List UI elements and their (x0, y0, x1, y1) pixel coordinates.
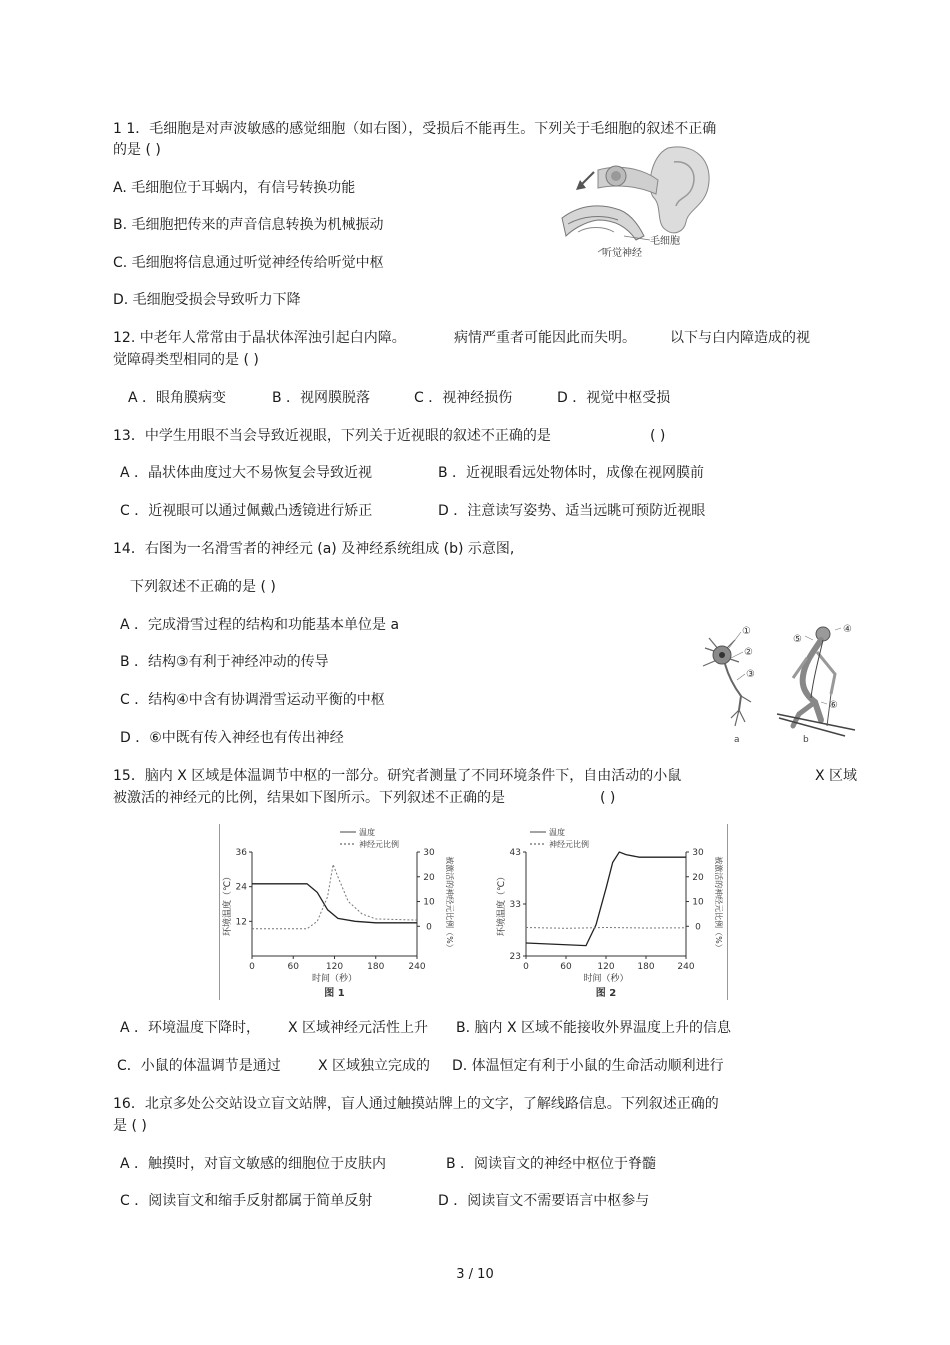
label-3: ③ (746, 669, 755, 680)
chart1-x-tick-label: 120 (325, 962, 344, 972)
label-2: ② (744, 647, 753, 658)
chart1-legend-label: 神经元比例 (359, 840, 399, 849)
q12-option-a: A ．眼角膜病变 (128, 390, 227, 406)
skier-diagram (777, 624, 855, 745)
q14-option-b: B ．结构③有利于神经冲动的传导 (120, 654, 329, 670)
chart1-x-tick-label: 180 (367, 962, 385, 972)
q12-option-b: B ．视网膜脱落 (272, 390, 371, 406)
label-1: ① (742, 626, 751, 637)
chart2-x-tick-label: 180 (637, 962, 655, 972)
q15-stem-line1-end: X 区域 (815, 768, 858, 784)
chart1-series-temperature (252, 884, 417, 923)
q16-option-b: B ．阅读盲文的神经中枢位于脊髓 (446, 1156, 657, 1172)
q15-option-b: B. 脑内 X 区域不能接收外界温度上升的信息 (456, 1020, 731, 1036)
q13-stem: 13．中学生用眼不当会导致近视眼，下列关于近视眼的叙述不正确的是 (113, 428, 551, 444)
label-5: ⑤ (793, 634, 802, 645)
chart1-y-tick-label: 36 (235, 848, 247, 858)
q12-stem-line2: 觉障碍类型相同的是 ( ) (113, 352, 259, 368)
q14-option-a: A ．完成滑雪过程的结构和功能基本单位是 a (120, 617, 400, 633)
chart2-title: 图 2 (595, 988, 617, 999)
q15-option-a-cont: X 区域神经元活性上升 (288, 1020, 429, 1036)
chart1-y-tick-label: 24 (235, 882, 247, 893)
q13-option-a: A ．晶状体曲度过大不易恢复会导致近视 (120, 465, 373, 481)
q12-stem-part1: 12. 中老年人常常由于晶状体浑浊引起白内障。 (113, 330, 406, 346)
q15-stem-line1: 15．脑内 X 区域是体温调节中枢的一部分。研究者测量了不同环境条件下，自由活动的小鼠 (113, 768, 682, 784)
q12-stem-part3: 以下与白内障造成的视 (670, 330, 810, 346)
q16-option-d: D ．阅读盲文不需要语言中枢参与 (438, 1193, 650, 1209)
q16-option-c: C ．阅读盲文和缩手反射都属于简单反射 (120, 1193, 373, 1209)
chart2-y2-tick-label: 30 (692, 848, 704, 858)
fig-label-hair-cell: 毛细胞 (650, 236, 680, 247)
chart1-y2-axis-label: 被激活的神经元比例（%） (445, 856, 454, 952)
chart2-x-tick-label: 60 (560, 962, 572, 972)
caption-a: a (734, 735, 740, 745)
q15-paren: ( ) (600, 790, 616, 806)
ear-hair-cell-figure (558, 140, 718, 262)
q15-option-c-cont: X 区域独立完成的 (318, 1058, 431, 1074)
chart1-legend-label: 温度 (359, 828, 375, 837)
q16-stem-line1: 16．北京多处公交站设立盲文站牌，盲人通过触摸站牌上的文字，了解线路信息。下列叙述正确的 (113, 1096, 719, 1112)
chart2-x-tick-label: 120 (597, 962, 615, 972)
chart2-series-temperature (526, 852, 686, 946)
chart1-title: 图 1 (324, 988, 345, 999)
label-6: ⑥ (829, 700, 838, 711)
caption-b: b (803, 735, 809, 745)
chart2-series-neuron-ratio (526, 928, 686, 929)
chart1-y2-tick-label: 20 (423, 872, 435, 883)
chart1-series-neuron-ratio (252, 864, 417, 928)
q14-stem-line1: 14．右图为一名滑雪者的神经元 (a) 及神经系统组成 (b) 示意图, (113, 541, 515, 557)
q16-stem-line2: 是 ( ) (113, 1118, 147, 1134)
q15-option-d: D. 体温恒定有利于小鼠的生命活动顺利进行 (452, 1058, 724, 1074)
q11-stem-line2: 的是 ( ) (113, 142, 161, 158)
chart1-y-axis-label: 环境温度（℃） (223, 871, 233, 937)
chart1-x-tick-label: 0 (249, 962, 255, 972)
q13-option-c: C ．近视眼可以通过佩戴凸透镜进行矫正 (120, 503, 373, 519)
chart1-x-tick-label: 240 (408, 962, 426, 972)
q11-option-d: D. 毛细胞受损会导致听力下降 (113, 292, 301, 308)
chart1-y2-tick-label: 30 (423, 848, 435, 858)
q12-stem-part2: 病情严重者可能因此而失明。 (454, 330, 636, 346)
q15-stem-line2: 被激活的神经元的比例，结果如下图所示。下列叙述不正确的是 (113, 790, 505, 806)
q16-option-a: A ．触摸时，对盲文敏感的细胞位于皮肤内 (120, 1156, 387, 1172)
q15-option-c: C．小鼠的体温调节是通过 (117, 1058, 281, 1074)
chart1-x-tick-label: 60 (287, 962, 299, 972)
q11-stem-line1: 1 1．毛细胞是对声波敏感的感觉细胞（如右图），受损后不能再生。下列关于毛细胞的叙述不正确 (113, 121, 717, 137)
chart1-y2-tick-label: 10 (423, 897, 435, 908)
q12-option-d: D ．视觉中枢受损 (557, 390, 671, 406)
q13-paren: ( ) (650, 428, 666, 444)
temperature-neuron-charts (220, 824, 727, 1000)
q11-option-b: B. 毛细胞把传来的声音信息转换为机械振动 (113, 217, 384, 233)
q12-option-c: C ．视神经损伤 (414, 390, 513, 406)
fig-label-auditory-nerve: 听觉神经 (602, 248, 642, 259)
chart2-y2-axis-label: 被激活的神经元比例（%） (714, 856, 723, 952)
chart2-x-tick-label: 0 (523, 962, 529, 972)
neuron-skier-figure (695, 618, 865, 746)
chart2-y2-tick-label: 10 (692, 897, 704, 908)
chart2-y-tick-label: 33 (509, 900, 521, 910)
chart2-y2-tick-label: 20 (692, 872, 704, 883)
q14-option-d: D ．⑥中既有传入神经也有传出神经 (120, 730, 344, 746)
q14-option-c: C ．结构④中含有协调滑雪运动平衡的中枢 (120, 692, 385, 708)
chart2-y-axis-label: 环境温度（℃） (497, 871, 507, 937)
chart1-y-tick-label: 12 (235, 917, 247, 928)
chart2-y-tick-label: 43 (509, 848, 521, 858)
q13-option-b: B ．近视眼看远处物体时，成像在视网膜前 (438, 465, 705, 481)
chart2-y2-tick-label: 0 (695, 922, 701, 933)
q11-option-c: C. 毛细胞将信息通过听觉神经传给听觉中枢 (113, 255, 384, 271)
chart2-x-tick-label: 240 (677, 962, 695, 972)
q11-option-a: A. 毛细胞位于耳蜗内，有信号转换功能 (113, 180, 356, 196)
page-number: 3 / 10 (456, 1267, 494, 1282)
chart1-x-axis-label: 时间（秒） (311, 974, 358, 984)
q13-option-d: D ．注意读写姿势、适当远眺可预防近视眼 (438, 503, 706, 519)
charts-frame (219, 824, 728, 1000)
q14-stem-line2: 下列叙述不正确的是 ( ) (130, 579, 276, 595)
chart1-y2-tick-label: 0 (426, 922, 432, 933)
neuron-diagram (703, 626, 755, 745)
label-4: ④ (843, 624, 852, 635)
chart2-legend-label: 温度 (549, 828, 565, 837)
chart2-x-axis-label: 时间（秒） (583, 974, 629, 984)
chart2-y-tick-label: 23 (509, 952, 521, 962)
chart2-legend-label: 神经元比例 (549, 840, 589, 849)
q15-option-a: A ．环境温度下降时， (120, 1020, 261, 1036)
